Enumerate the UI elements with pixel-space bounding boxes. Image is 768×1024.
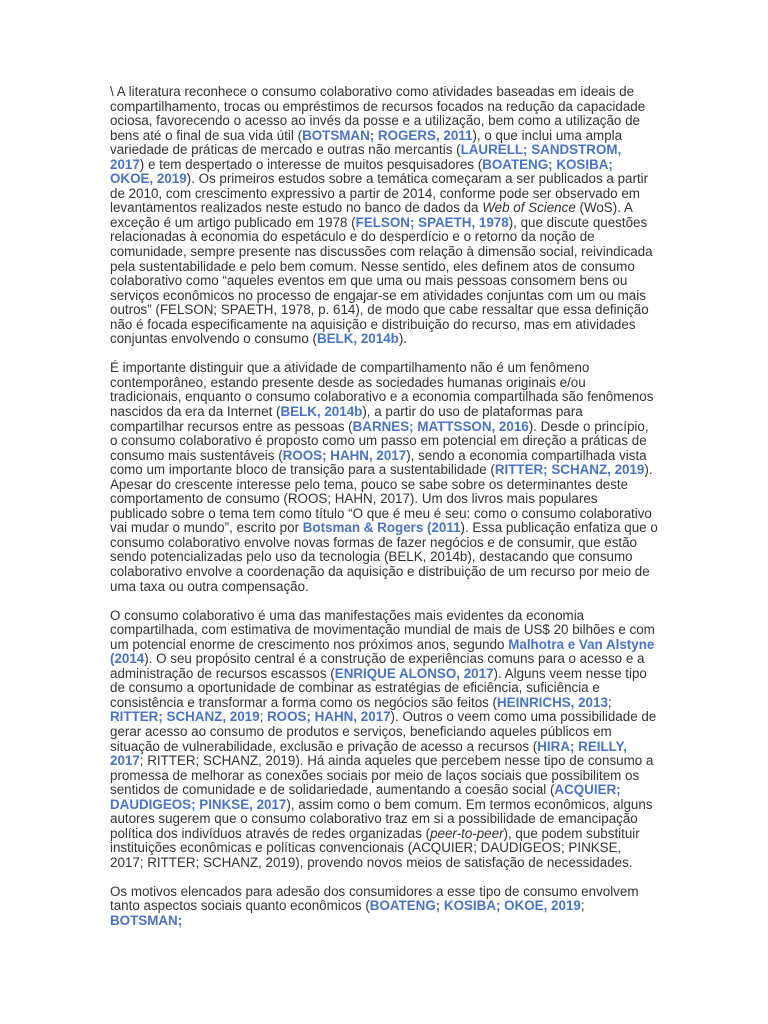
paragraph [110, 85, 658, 347]
citation-link[interactable]: BARNES; MATTSSON, 2016 [352, 418, 529, 434]
body-text: ), assim como o bem comum. Em termos econômicos, alguns autores sugerem que o consumo colaborativo traz em si a possibilidade de emancipação política dos indivíduos através de redes organizadas ( [110, 796, 653, 841]
body-text: ). Alguns veem nesse tipo de consumo a oportunidade de combinar as estratégias de eficiência, suficiência e consistência e transformar a forma como os negócios são feitos ( [110, 665, 647, 710]
body-text: ), a partir do uso de plataformas para compartilhar recursos entre as pessoas ( [110, 403, 583, 434]
document-page [110, 85, 658, 943]
body-text: ) e tem despertado o interesse de muitos pesquisadores ( [139, 156, 483, 172]
citation-link[interactable]: Malhotra e Van Alstyne (2014 [110, 636, 655, 667]
citation-link[interactable]: BELK, 2014b [280, 403, 363, 419]
body-text: ). Desde o princípio, o consumo colaborativo é proposto como um passo em potencial em direção a práticas de consumo mais sustentáveis ( [110, 418, 649, 463]
body-text: Os motivos elencados para adesão dos consumidores a esse tipo de consumo envolvem tanto aspectos sociais quanto econômicos ( [110, 883, 639, 914]
citation-link[interactable]: BOTSMAN; [110, 913, 183, 929]
body-text: ), o que inclui uma ampla variedade de práticas de mercado e outras não mercantis ( [110, 127, 623, 158]
body-text: ), que podem substituir instituições econômicas e políticas convencionais (ACQUIER; DAUDIGEOS; PINKSE, 2017; RITTER; SCHANZ, 2019), provendo novos meios de satisfação de necessidades. [110, 825, 640, 870]
citation-link[interactable]: BOATENG; KOSIBA; OKOE, 2019 [369, 898, 581, 914]
body-text: ). Essa publicação enfatiza que o consumo colaborativo envolve novas formas de fazer negócios e de consumir, que estão sendo potencializadas pelo uso da tecnologia (BELK, 2014b), destacando que consumo colaborativo envolve a coordenação da aquisição e distribuição de um recurso por meio de uma taxa ou outra compensação. [110, 520, 658, 594]
body-text: É importante distinguir que a atividade de compartilhamento não é um fenômeno contemporâneo, estando presente desde as sociedades humanas originais e/ou tradicionais, enquanto o consumo colaborativo e a economia compartilhada são fenômenos nascidos da era da Internet ( [110, 360, 654, 419]
body-text: ), sendo a economia compartilhada vista como um importante bloco de transição para a sustentabilidade ( [110, 447, 647, 478]
citation-link[interactable]: LAURELL; SANDSTROM, 2017 [110, 142, 622, 172]
body-text: O consumo colaborativo é uma das manifestações mais evidentes da economia compartilhada, com estimativa de movimentação mundial de mais de US$ 20 bilhões e com um potencial enorme de crescimento nos próximos anos, segundo [110, 607, 655, 652]
citation-link[interactable]: ROOS; HAHN, 2017 [282, 447, 407, 463]
citation-link[interactable]: BOATENG; KOSIBA; OKOE, 2019 [110, 156, 613, 187]
body-text: (WoS). A exceção é um artigo publicado em 1978 ( [110, 200, 633, 230]
citation-link[interactable]: Botsman & Rogers (2011 [302, 520, 461, 536]
citation-link[interactable]: ENRIQUE ALONSO, 2017 [334, 665, 494, 681]
body-text: ). O seu propósito central é a construção de experiências comuns para o acesso e a administração de recursos escassos ( [110, 651, 645, 681]
body-text: ). Outros o veem como uma possibilidade de gerar acesso ao consumo de produtos e serviços, beneficiando aqueles públicos em situação de vulnerabilidade, exclusão e privação de acesso a recursos ( [110, 709, 657, 754]
body-text: ; [607, 694, 612, 710]
citation-link[interactable]: ROOS; HAHN, 2017 [267, 709, 391, 725]
citation-link[interactable]: BELK, 2014b [316, 331, 399, 347]
paragraph [110, 609, 658, 871]
paragraph [110, 361, 658, 594]
citation-link[interactable]: HEINRICHS, 2013 [497, 694, 608, 710]
citation-link[interactable]: RITTER; SCHANZ, 2019 [110, 709, 260, 725]
body-text: ). Apesar do crescente interesse pelo tema, pouco se sabe sobre os determinantes deste comportamento de consumo (ROOS; HAHN, 2017). Um dos livros mais populares publicado sobre o tema tem como título “O que é meu é seu: como o consumo colaborativo vai mudar o mundo”, escrito por [110, 462, 653, 536]
body-text: ). Os primeiros estudos sobre a temática começaram a ser publicados a partir de 2010, com crescimento expressivo a partir de 2014, conforme pode ser observado em levantamentos realizados neste estudo no banco de dados da [110, 171, 649, 216]
body-text: ; [259, 709, 268, 725]
citation-link[interactable]: ACQUIER; DAUDIGEOS; PINKSE, 2017 [110, 782, 621, 812]
paragraph [110, 885, 658, 929]
body-text: ; RITTER; SCHANZ, 2019). Há ainda aqueles que percebem nesse tipo de consumo a promessa de melhorar as conexões sociais por meio de laços sociais que possibilitem os sentidos de comunidade e de solidariedade, aumentando a coesão social ( [110, 753, 654, 798]
body-text: \ A literatura reconhece o consumo colaborativo como atividades baseadas em ideais de compartilhamento, trocas ou empréstimos de recursos focados na redução da capacidade ociosa, favorecendo o acesso ao invés da posse e a utilização, bem como a utilização de bens até o final de sua vida útil ( [110, 84, 646, 143]
body-text: ), que discute questões relacionadas à economia do espetáculo e do desperdício e o retorno da noção de comunidade, sempre presente nas discussões com relação à dimensão social, reivindicada pela sustentabilidade e pelo bem comum. Nesse sentido, eles definem atos de consumo colaborativo como “aqueles eventos em que uma ou mais pessoas consomem bens ou serviços econômicos no processo de engajar-se em atividades conjuntas com um ou mais outros” (FELSON; SPAETH, 1978, p. 614), de modo que cabe ressaltar que essa definição não é focada especificamente na aquisição e distribuição do recurso, mas em atividades conjuntas envolvendo o consumo ( [110, 214, 653, 347]
body-text: ). [398, 331, 408, 347]
citation-link[interactable]: RITTER; SCHANZ, 2019 [494, 462, 645, 478]
citation-link[interactable]: BOTSMAN; ROGERS, 2011 [302, 127, 473, 143]
citation-link[interactable]: HIRA; REILLY, 2017 [110, 738, 627, 769]
italic-text: Web of Science [482, 200, 576, 216]
body-text: ; [580, 898, 585, 914]
italic-text: peer-to-peer [430, 825, 504, 841]
citation-link[interactable]: FELSON; SPAETH, 1978 [355, 214, 509, 230]
